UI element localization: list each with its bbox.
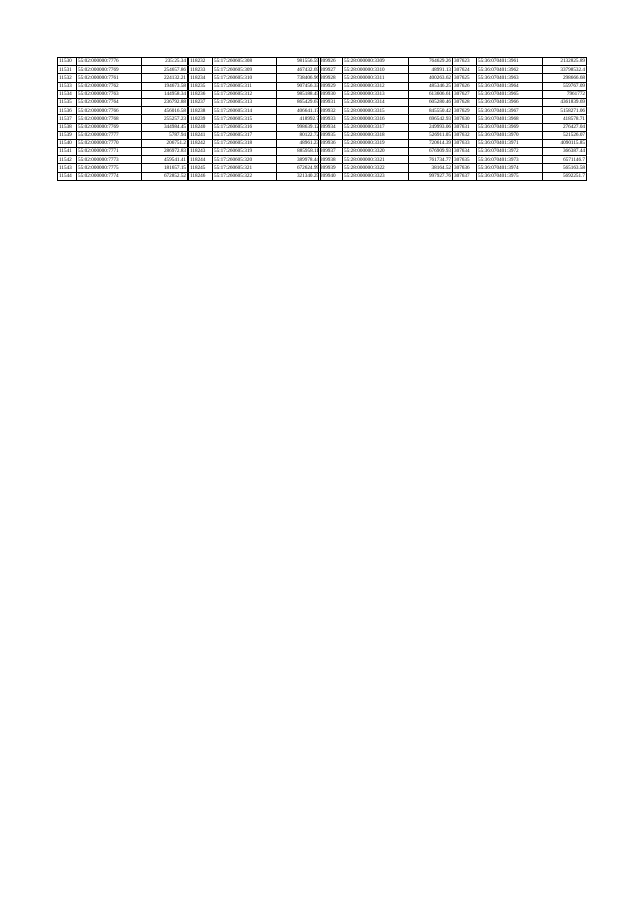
cadastral-value-cell: 418992.7 xyxy=(277,115,321,123)
record-number-cell: 118238 xyxy=(189,107,213,115)
cadastral-value-cell: 235:25.34 xyxy=(142,58,188,66)
cadastral-number-cell: 55:02:000000:7762 xyxy=(77,82,142,90)
cadastral-value-cell: 236792.88 xyxy=(142,98,188,106)
cadastral-number-cell: 55:28:000000:3318 xyxy=(343,131,409,139)
table-row xyxy=(58,164,188,172)
table-row xyxy=(58,74,188,82)
table-row xyxy=(453,74,587,82)
record-number-cell: 209926 xyxy=(319,58,343,66)
record-number-cell: 118233 xyxy=(189,66,213,74)
cadastral-number-cell: 55:28:000000:3311 xyxy=(343,74,409,82)
cadastral-number-cell: 55:28:000000:3317 xyxy=(343,123,409,131)
record-number-cell: 11539 xyxy=(58,131,77,139)
record-number-cell: 307626 xyxy=(453,82,477,90)
cadastral-value-cell: 845550.42 xyxy=(409,107,453,115)
cadastral-value-cell: 366387.44 xyxy=(543,148,587,156)
record-number-cell: 11544 xyxy=(58,172,77,180)
cadastral-value-cell: 720614.39 xyxy=(409,139,453,147)
cadastral-value-cell: 459541.41 xyxy=(142,156,188,164)
cadastral-number-cell: 55:17:260605:322 xyxy=(213,172,277,180)
cadastral-number-cell: 55:17:260605:318 xyxy=(213,139,277,147)
cadastral-number-cell: 55:02:000000:7773 xyxy=(77,156,142,164)
cadastral-value-cell: 181657.15 xyxy=(142,164,188,172)
cadastral-value-cell: 526911.05 xyxy=(409,131,453,139)
table-row xyxy=(453,58,587,66)
cadastral-value-cell: 255257.23 xyxy=(142,115,188,123)
record-number-cell: 209937 xyxy=(319,148,343,156)
table-row xyxy=(453,131,587,139)
cadastral-value-cell: 907456.33 xyxy=(277,82,321,90)
cadastral-number-cell: 55:36:070401:3971 xyxy=(477,139,543,147)
cadastral-value-cell: 418578.71 xyxy=(543,115,587,123)
cadastral-number-cell: 55:36:070401:3975 xyxy=(477,172,543,180)
record-number-cell: 307625 xyxy=(453,74,477,82)
cadastral-value-cell: 286972.83 xyxy=(142,148,188,156)
cadastral-number-cell: 55:02:000000:7768 xyxy=(77,115,142,123)
record-number-cell: 118243 xyxy=(189,148,213,156)
cadastral-number-cell: 55:28:000000:3322 xyxy=(343,164,409,172)
cadastral-value-cell: 672852.52 xyxy=(142,172,188,180)
cadastral-number-cell: 55:02:000000:7763 xyxy=(77,90,142,98)
cadastral-number-cell: 55:17:260605:312 xyxy=(213,90,277,98)
table-row xyxy=(58,90,188,98)
table-row xyxy=(453,82,587,90)
table-row xyxy=(189,82,321,90)
record-number-cell: 11535 xyxy=(58,98,77,106)
cadastral-value-cell: 298666.68 xyxy=(543,74,587,82)
table-row xyxy=(319,139,453,147)
cadastral-value-cell: 4090115.85 xyxy=(543,139,587,147)
cadastral-number-cell: 55:17:260605:314 xyxy=(213,107,277,115)
table-row xyxy=(58,131,188,139)
cadastral-number-cell: 55:17:260605:317 xyxy=(213,131,277,139)
table-row xyxy=(189,131,321,139)
cadastral-value-cell: 5787.94 xyxy=(142,131,188,139)
cadastral-number-cell: 55:36:070401:3966 xyxy=(477,98,543,106)
table-row xyxy=(58,123,188,131)
table-row xyxy=(189,98,321,106)
table-row xyxy=(319,74,453,82)
record-number-cell: 118244 xyxy=(189,156,213,164)
data-table-column-1 xyxy=(57,57,188,181)
record-number-cell: 118246 xyxy=(189,172,213,180)
record-number-cell: 11531 xyxy=(58,66,77,74)
record-number-cell: 307637 xyxy=(453,172,477,180)
cadastral-number-cell: 55:36:070401:3964 xyxy=(477,82,543,90)
record-number-cell: 209940 xyxy=(319,172,343,180)
table-row xyxy=(319,98,453,106)
record-number-cell: 11542 xyxy=(58,156,77,164)
record-number-cell: 209936 xyxy=(319,139,343,147)
table-row xyxy=(189,74,321,82)
cadastral-number-cell: 55:36:070401:3969 xyxy=(477,123,543,131)
table-row xyxy=(319,90,453,98)
cadastral-value-cell: 4361839.69 xyxy=(543,98,587,106)
record-number-cell: 118245 xyxy=(189,164,213,172)
cadastral-number-cell: 55:36:070401:3961 xyxy=(477,58,543,66)
cadastral-value-cell: 344984.45 xyxy=(142,123,188,131)
cadastral-value-cell: 672624.99 xyxy=(277,164,321,172)
table-row xyxy=(453,115,587,123)
cadastral-number-cell: 55:17:260605:316 xyxy=(213,123,277,131)
table-row xyxy=(319,58,453,66)
record-number-cell: 11533 xyxy=(58,82,77,90)
cadastral-value-cell: 485346.25 xyxy=(409,82,453,90)
table-row xyxy=(58,66,188,74)
record-number-cell: 307628 xyxy=(453,98,477,106)
table-row xyxy=(189,66,321,74)
table-row xyxy=(319,123,453,131)
cadastral-value-cell: 7961772 xyxy=(543,90,587,98)
cadastral-number-cell: 55:36:070401:3965 xyxy=(477,90,543,98)
table-row xyxy=(58,115,188,123)
cadastral-number-cell: 55:28:000000:3312 xyxy=(343,82,409,90)
record-number-cell: 11538 xyxy=(58,123,77,131)
cadastral-number-cell: 55:02:000000:7774 xyxy=(77,172,142,180)
table-row xyxy=(58,148,188,156)
record-number-cell: 11543 xyxy=(58,164,77,172)
cadastral-number-cell: 55:36:070401:3974 xyxy=(477,164,543,172)
cadastral-value-cell: 613606.61 xyxy=(409,90,453,98)
cadastral-number-cell: 55:02:000000:7775 xyxy=(77,164,142,172)
table-row xyxy=(453,139,587,147)
record-number-cell: 307636 xyxy=(453,164,477,172)
record-number-cell: 209930 xyxy=(319,90,343,98)
cadastral-value-cell: 997927.76 xyxy=(409,172,453,180)
cadastral-value-cell: 885958.11 xyxy=(277,148,321,156)
cadastral-number-cell: 55:28:000000:3309 xyxy=(343,58,409,66)
record-number-cell: 307623 xyxy=(453,58,477,66)
cadastral-number-cell: 55:02:000000:7776 xyxy=(77,58,142,66)
cadastral-value-cell: 48991.13 xyxy=(409,66,453,74)
record-number-cell: 11532 xyxy=(58,74,77,82)
record-number-cell: 307630 xyxy=(453,115,477,123)
table-row xyxy=(58,107,188,115)
table-row xyxy=(189,58,321,66)
cadastral-value-cell: 456016.58 xyxy=(142,107,188,115)
cadastral-value-cell: 865429.67 xyxy=(277,98,321,106)
table-row xyxy=(453,156,587,164)
record-number-cell: 11541 xyxy=(58,148,77,156)
table-row xyxy=(453,90,587,98)
cadastral-number-cell: 55:02:000000:7769 xyxy=(77,66,142,74)
record-number-cell: 118241 xyxy=(189,131,213,139)
record-number-cell: 209929 xyxy=(319,82,343,90)
cadastral-value-cell: 389978.44 xyxy=(277,156,321,164)
record-number-cell: 307635 xyxy=(453,156,477,164)
cadastral-value-cell: 981556.59 xyxy=(277,58,321,66)
record-number-cell: 209934 xyxy=(319,123,343,131)
cadastral-value-cell: 605280.46 xyxy=(409,98,453,106)
table-row xyxy=(453,172,587,180)
cadastral-value-cell: 5692251.7 xyxy=(543,172,587,180)
record-number-cell: 209927 xyxy=(319,66,343,74)
table-row xyxy=(189,139,321,147)
cadastral-number-cell: 55:02:000000:7771 xyxy=(77,148,142,156)
cadastral-number-cell: 55:17:260605:320 xyxy=(213,156,277,164)
record-number-cell: 118236 xyxy=(189,90,213,98)
table-row xyxy=(189,107,321,115)
cadastral-value-cell: 254657.86 xyxy=(142,66,188,74)
table-row xyxy=(319,131,453,139)
cadastral-number-cell: 55:28:000000:3314 xyxy=(343,98,409,106)
cadastral-number-cell: 55:28:000000:3320 xyxy=(343,148,409,156)
cadastral-value-cell: 80122.72 xyxy=(277,131,321,139)
table-row xyxy=(319,82,453,90)
record-number-cell: 209939 xyxy=(319,164,343,172)
cadastral-value-cell: 249993.06 xyxy=(409,123,453,131)
cadastral-value-cell: 2132825.89 xyxy=(543,58,587,66)
table-row xyxy=(453,98,587,106)
table-row xyxy=(319,107,453,115)
data-table-column-2 xyxy=(188,57,321,181)
cadastral-number-cell: 55:28:000000:3316 xyxy=(343,115,409,123)
table-row xyxy=(453,107,587,115)
data-table-column-4 xyxy=(452,57,587,181)
cadastral-value-cell: 998639.12 xyxy=(277,123,321,131)
table-row xyxy=(319,172,453,180)
table-row xyxy=(189,164,321,172)
cadastral-value-cell: 521526.07 xyxy=(543,131,587,139)
cadastral-number-cell: 55:17:260605:311 xyxy=(213,82,277,90)
table-row xyxy=(453,148,587,156)
cadastral-number-cell: 55:17:260605:309 xyxy=(213,66,277,74)
record-number-cell: 118239 xyxy=(189,115,213,123)
cadastral-value-cell: 406641.17 xyxy=(277,107,321,115)
cadastral-number-cell: 55:17:260605:315 xyxy=(213,115,277,123)
table-row xyxy=(319,115,453,123)
record-number-cell: 118232 xyxy=(189,58,213,66)
table-row xyxy=(319,148,453,156)
record-number-cell: 118240 xyxy=(189,123,213,131)
cadastral-number-cell: 55:28:000000:3319 xyxy=(343,139,409,147)
cadastral-number-cell: 55:36:070401:3973 xyxy=(477,156,543,164)
cadastral-number-cell: 55:28:000000:3321 xyxy=(343,156,409,164)
cadastral-value-cell: 400263.62 xyxy=(409,74,453,82)
table-row xyxy=(189,115,321,123)
cadastral-number-cell: 55:36:070401:3963 xyxy=(477,74,543,82)
record-number-cell: 307634 xyxy=(453,148,477,156)
table-row xyxy=(189,148,321,156)
cadastral-number-cell: 55:02:000000:7777 xyxy=(77,131,142,139)
record-number-cell: 209935 xyxy=(319,131,343,139)
cadastral-number-cell: 55:36:070401:3970 xyxy=(477,131,543,139)
table-row xyxy=(58,98,188,106)
cadastral-number-cell: 55:17:260605:310 xyxy=(213,74,277,82)
cadastral-value-cell: 33798532.4 xyxy=(543,66,587,74)
table-row xyxy=(189,90,321,98)
cadastral-value-cell: 321340.25 xyxy=(277,172,321,180)
cadastral-value-cell: 761734.77 xyxy=(409,156,453,164)
cadastral-number-cell: 55:36:070401:3962 xyxy=(477,66,543,74)
table-row xyxy=(58,172,188,180)
cadastral-number-cell: 55:02:000000:7761 xyxy=(77,74,142,82)
table-row xyxy=(453,66,587,74)
cadastral-number-cell: 55:28:000000:3310 xyxy=(343,66,409,74)
record-number-cell: 209932 xyxy=(319,107,343,115)
record-number-cell: 307631 xyxy=(453,123,477,131)
record-number-cell: 307624 xyxy=(453,66,477,74)
table-row xyxy=(319,164,453,172)
cadastral-value-cell: 206751.2 xyxy=(142,139,188,147)
cadastral-number-cell: 55:36:070401:3967 xyxy=(477,107,543,115)
cadastral-number-cell: 55:02:000000:7766 xyxy=(77,107,142,115)
record-number-cell: 118234 xyxy=(189,74,213,82)
record-number-cell: 209931 xyxy=(319,98,343,106)
record-number-cell: 118242 xyxy=(189,139,213,147)
record-number-cell: 209938 xyxy=(319,156,343,164)
cadastral-value-cell: 467432.69 xyxy=(277,66,321,74)
record-number-cell: 11536 xyxy=(58,107,77,115)
record-number-cell: 118237 xyxy=(189,98,213,106)
table-row xyxy=(58,82,188,90)
cadastral-value-cell: 6571146.7 xyxy=(543,156,587,164)
cadastral-number-cell: 55:02:000000:7769 xyxy=(77,123,142,131)
cadastral-number-cell: 55:28:000000:3313 xyxy=(343,90,409,98)
cadastral-number-cell: 55:36:070401:3968 xyxy=(477,115,543,123)
cadastral-number-cell: 55:28:000000:3315 xyxy=(343,107,409,115)
record-number-cell: 307629 xyxy=(453,107,477,115)
table-row xyxy=(319,66,453,74)
record-number-cell: 209933 xyxy=(319,115,343,123)
cadastral-value-cell: 565163.58 xyxy=(543,164,587,172)
cadastral-value-cell: 985188.45 xyxy=(277,90,321,98)
cadastral-number-cell: 55:02:000000:7764 xyxy=(77,98,142,106)
table-row xyxy=(189,156,321,164)
cadastral-value-cell: 559767.09 xyxy=(543,82,587,90)
table-row xyxy=(58,139,188,147)
record-number-cell: 307627 xyxy=(453,90,477,98)
record-number-cell: 11537 xyxy=(58,115,77,123)
cadastral-value-cell: 276427.04 xyxy=(543,123,587,131)
table-row xyxy=(189,123,321,131)
cadastral-value-cell: 48961.23 xyxy=(277,139,321,147)
cadastral-value-cell: 38164.52 xyxy=(409,164,453,172)
cadastral-number-cell: 55:36:070401:3972 xyxy=(477,148,543,156)
table-row xyxy=(319,156,453,164)
record-number-cell: 118235 xyxy=(189,82,213,90)
cadastral-value-cell: 144958.34 xyxy=(142,90,188,98)
table-row xyxy=(189,172,321,180)
cadastral-number-cell: 55:28:000000:3323 xyxy=(343,172,409,180)
record-number-cell: 11530 xyxy=(58,58,77,66)
cadastral-value-cell: 194673.58 xyxy=(142,82,188,90)
cadastral-number-cell: 55:17:260605:313 xyxy=(213,98,277,106)
table-row xyxy=(58,58,188,66)
record-number-cell: 307633 xyxy=(453,139,477,147)
cadastral-number-cell: 55:02:000000:7770 xyxy=(77,139,142,147)
cadastral-value-cell: 676909.93 xyxy=(409,148,453,156)
cadastral-value-cell: 224132.21 xyxy=(142,74,188,82)
cadastral-value-cell: 764629.26 xyxy=(409,58,453,66)
cadastral-number-cell: 55:17:260605:319 xyxy=(213,148,277,156)
record-number-cell: 307632 xyxy=(453,131,477,139)
cadastral-value-cell: 738406.96 xyxy=(277,74,321,82)
cadastral-number-cell: 55:17:260605:308 xyxy=(213,58,277,66)
table-row xyxy=(58,156,188,164)
record-number-cell: 209928 xyxy=(319,74,343,82)
table-row xyxy=(453,164,587,172)
cadastral-value-cell: 696542.93 xyxy=(409,115,453,123)
cadastral-number-cell: 55:17:260605:321 xyxy=(213,164,277,172)
record-number-cell: 11540 xyxy=(58,139,77,147)
table-row xyxy=(453,123,587,131)
data-table-column-3 xyxy=(318,57,453,181)
cadastral-value-cell: 5158271.06 xyxy=(543,107,587,115)
record-number-cell: 11534 xyxy=(58,90,77,98)
